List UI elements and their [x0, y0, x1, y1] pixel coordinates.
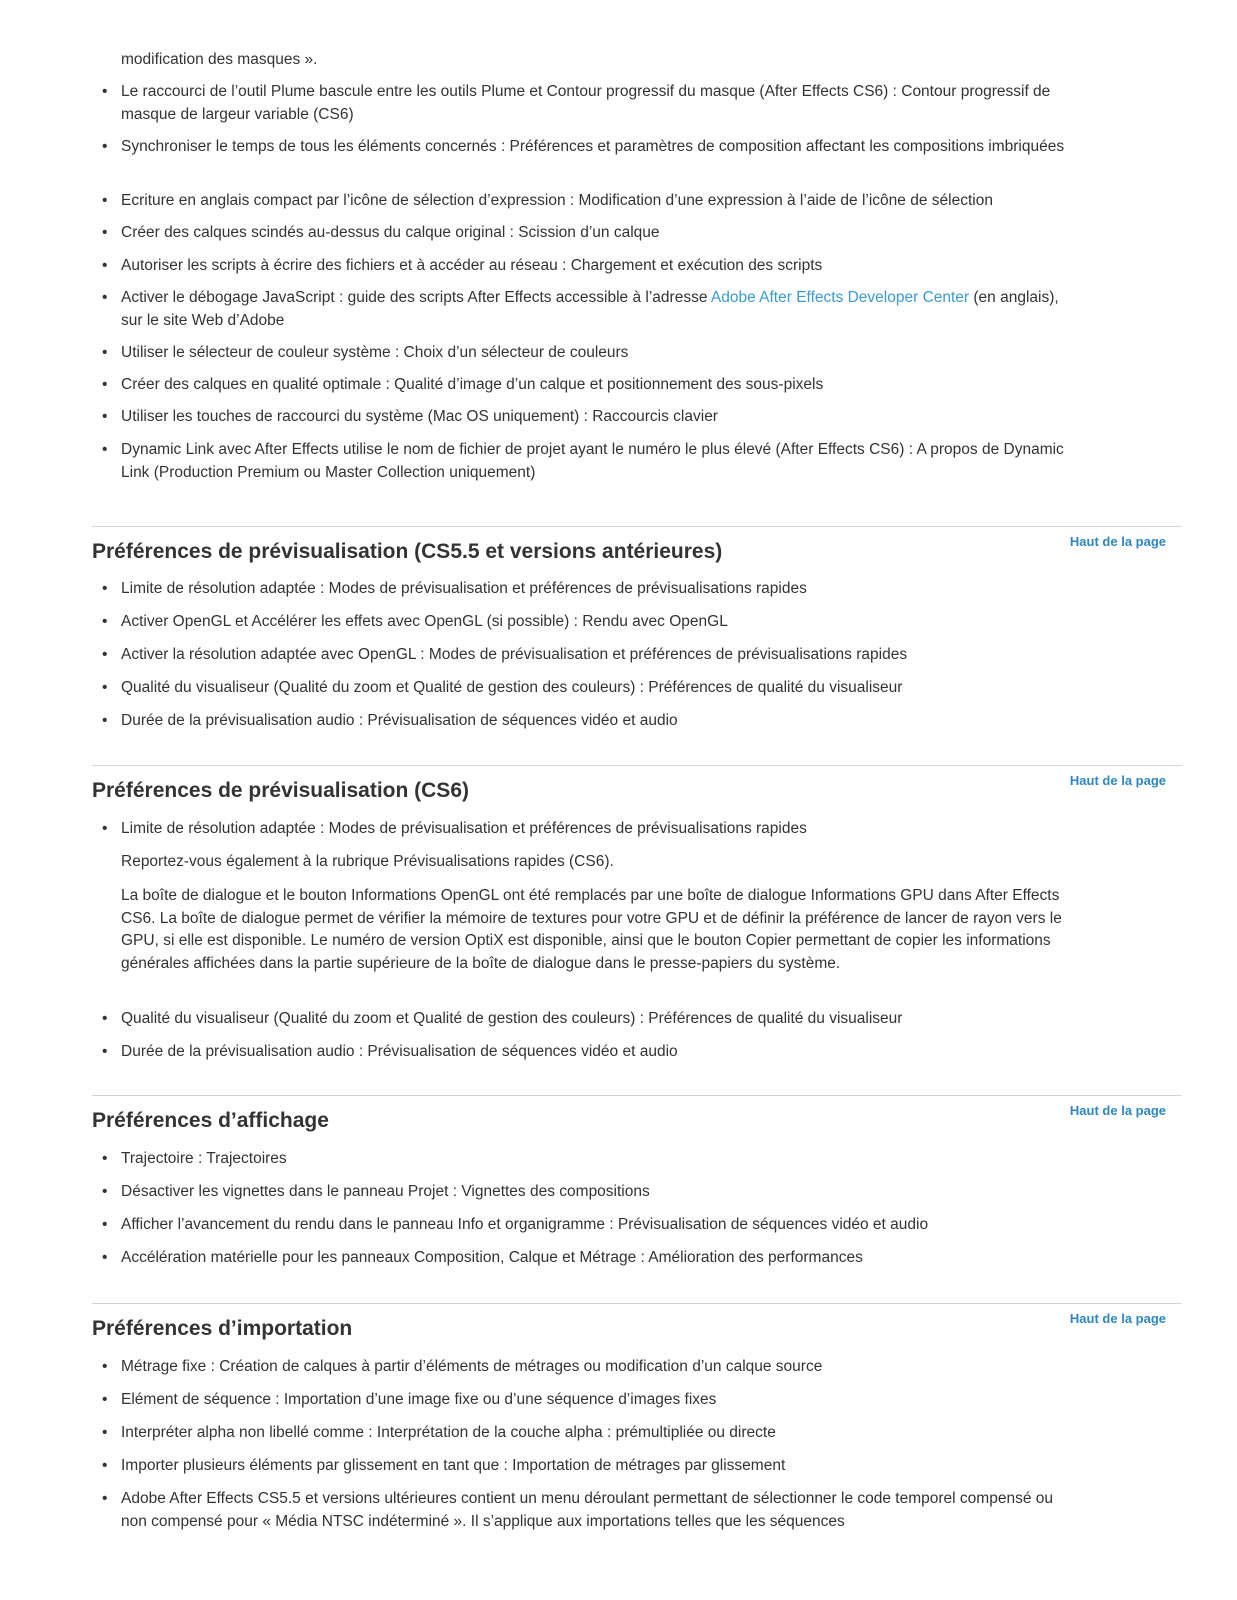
- bullet-icon: •: [102, 1043, 108, 1060]
- section-divider: [92, 1095, 1182, 1096]
- list-item: • Créer des calques en qualité optimale : Qualité d’image d’un calque et positionnement des sous-pixels: [121, 374, 1066, 397]
- list-item: • Synchroniser le temps de tous les éléments concernés : Préférences et paramètres de composition affectant les compositions imbriquées: [121, 136, 1066, 159]
- list-item: • Métrage fixe : Création de calques à partir d’éléments de métrages ou modification d’un calque source: [121, 1356, 1066, 1379]
- bullet-icon: •: [102, 138, 108, 155]
- bullet-icon: •: [102, 1457, 108, 1474]
- bullet-icon: •: [102, 712, 108, 729]
- list-item: • Limite de résolution adaptée : Modes de prévisualisation et préférences de prévisualisations rapides: [121, 818, 1066, 841]
- list-item: • Activer le débogage JavaScript : guide des scripts After Effects accessible à l’adresse Adobe After Effects Developer Center (en anglais), sur le site Web d’Adobe: [102, 289, 1059, 329]
- section-title-preview-cs6: Préférences de prévisualisation (CS6): [92, 779, 469, 802]
- bullet-icon: •: [102, 580, 108, 597]
- list-item: • Qualité du visualiseur (Qualité du zoom et Qualité de gestion des couleurs) : Préférences de qualité du visualiseur: [121, 677, 1066, 700]
- bullet-icon: •: [102, 1183, 108, 1200]
- list-item: • Autoriser les scripts à écrire des fichiers et à accéder au réseau : Chargement et exécution des scripts: [121, 255, 1066, 278]
- bullet-icon: •: [102, 1424, 108, 1441]
- bullet-icon: •: [102, 1010, 108, 1027]
- bullet-icon: •: [102, 1216, 108, 1233]
- section-divider: [92, 526, 1182, 527]
- section-divider: [92, 765, 1182, 766]
- bullet-icon: •: [102, 1358, 108, 1375]
- bullet-icon: •: [102, 679, 108, 696]
- list-item: • Adobe After Effects CS5.5 et versions ultérieures contient un menu déroulant permettant de sélectionner le code temporel compensé ou non compensé pour « Média NTSC indéterminé ». Il s’applique aux importations telles que les séquences: [102, 1490, 1053, 1530]
- list-item: • Ecriture en anglais compact par l’icône de sélection d’expression : Modification d’une expression à l’aide de l’icône de sélection: [121, 190, 1066, 213]
- list-item: • Utiliser les touches de raccourci du système (Mac OS uniquement) : Raccourcis clavier: [121, 406, 1066, 429]
- list-item: • Dynamic Link avec After Effects utilise le nom de fichier de projet ayant le numéro le plus élevé (After Effects CS6) : A propos de Dynamic Link (Production Premium ou Master Collection uniquement): [102, 441, 1064, 481]
- bullet-icon: •: [102, 1490, 108, 1507]
- bullet-icon: •: [102, 344, 108, 361]
- list-item: • Interpréter alpha non libellé comme : Interprétation de la couche alpha : prémultipliée ou directe: [121, 1422, 1066, 1445]
- bullet-icon: •: [102, 1391, 108, 1408]
- list-item: • Afficher l’avancement du rendu dans le panneau Info et organigramme : Prévisualisation de séquences vidéo et audio: [121, 1214, 1066, 1237]
- list-item: • Activer la résolution adaptée avec OpenGL : Modes de prévisualisation et préférences de prévisualisations rapides: [121, 644, 1066, 667]
- back-to-top-link[interactable]: Haut de la page: [1069, 773, 1166, 788]
- bullet-icon: •: [102, 820, 108, 837]
- list-item: • Créer des calques scindés au-dessus du calque original : Scission d’un calque: [121, 222, 1066, 245]
- bullet-icon: •: [102, 376, 108, 393]
- bullet-icon: •: [102, 613, 108, 630]
- list-item: • Elément de séquence : Importation d’une image fixe ou d’une séquence d’images fixes: [121, 1389, 1066, 1412]
- section-title-preview-cs55: Préférences de prévisualisation (CS5.5 et versions antérieures): [92, 540, 723, 563]
- list-item: • Limite de résolution adaptée : Modes de prévisualisation et préférences de prévisualisations rapides: [121, 578, 1066, 601]
- bullet-icon: •: [102, 1249, 108, 1266]
- intro-continuation: modification des masques ».: [121, 51, 318, 68]
- developer-center-link[interactable]: Adobe After Effects Developer Center: [710, 289, 970, 306]
- list-item: • Accélération matérielle pour les panneaux Composition, Calque et Métrage : Amélioration des performances: [121, 1247, 1066, 1270]
- paragraph: Reportez-vous également à la rubrique Prévisualisations rapides (CS6).: [121, 853, 614, 870]
- paragraph: La boîte de dialogue et le bouton Informations OpenGL ont été remplacés par une boîte de dialogue Informations GPU dans After Effects CS6. La boîte de dialogue permet de vérifier la mémoire de textures pour votre GPU et de définir la préférence de lancer de rayon vers le GPU, si elle est disponible. Le numéro de version OptiX est disponible, ainsi que le bouton Copier permettant de copier les informations générales affichées dans la partie supérieure de la boîte de dialogue dans le presse-papiers du système.: [121, 887, 1062, 972]
- list-item: • Durée de la prévisualisation audio : Prévisualisation de séquences vidéo et audio: [121, 710, 1066, 733]
- bullet-icon: •: [102, 1150, 108, 1167]
- list-item: • Qualité du visualiseur (Qualité du zoom et Qualité de gestion des couleurs) : Préférences de qualité du visualiseur: [121, 1008, 1066, 1031]
- list-item: • Activer OpenGL et Accélérer les effets avec OpenGL (si possible) : Rendu avec OpenGL: [121, 611, 1066, 634]
- bullet-icon: •: [102, 408, 108, 425]
- list-item: • Trajectoire : Trajectoires: [121, 1148, 1066, 1171]
- back-to-top-link[interactable]: Haut de la page: [1069, 534, 1166, 549]
- bullet-icon: •: [102, 441, 108, 458]
- bullet-icon: •: [102, 257, 108, 274]
- section-title-import: Préférences d’importation: [92, 1317, 353, 1340]
- list-item: • Utiliser le sélecteur de couleur système : Choix d’un sélecteur de couleurs: [121, 342, 1066, 365]
- list-item: • Désactiver les vignettes dans le panneau Projet : Vignettes des compositions: [121, 1181, 1066, 1204]
- back-to-top-link[interactable]: Haut de la page: [1069, 1103, 1166, 1118]
- list-item: • Le raccourci de l’outil Plume bascule entre les outils Plume et Contour progressif du masque (After Effects CS6) : Contour progressif de masque de largeur variable (CS6): [102, 83, 1051, 123]
- list-item: • Durée de la prévisualisation audio : Prévisualisation de séquences vidéo et audio: [121, 1041, 1066, 1064]
- section-title-display: Préférences d’affichage: [92, 1109, 329, 1132]
- bullet-icon: •: [102, 83, 108, 100]
- list-item: • Importer plusieurs éléments par glissement en tant que : Importation de métrages par glissement: [121, 1455, 1066, 1478]
- back-to-top-link[interactable]: Haut de la page: [1069, 1311, 1166, 1326]
- bullet-icon: •: [102, 646, 108, 663]
- bullet-icon: •: [102, 224, 108, 241]
- bullet-icon: •: [102, 192, 108, 209]
- bullet-icon: •: [102, 289, 108, 306]
- section-divider: [92, 1303, 1182, 1304]
